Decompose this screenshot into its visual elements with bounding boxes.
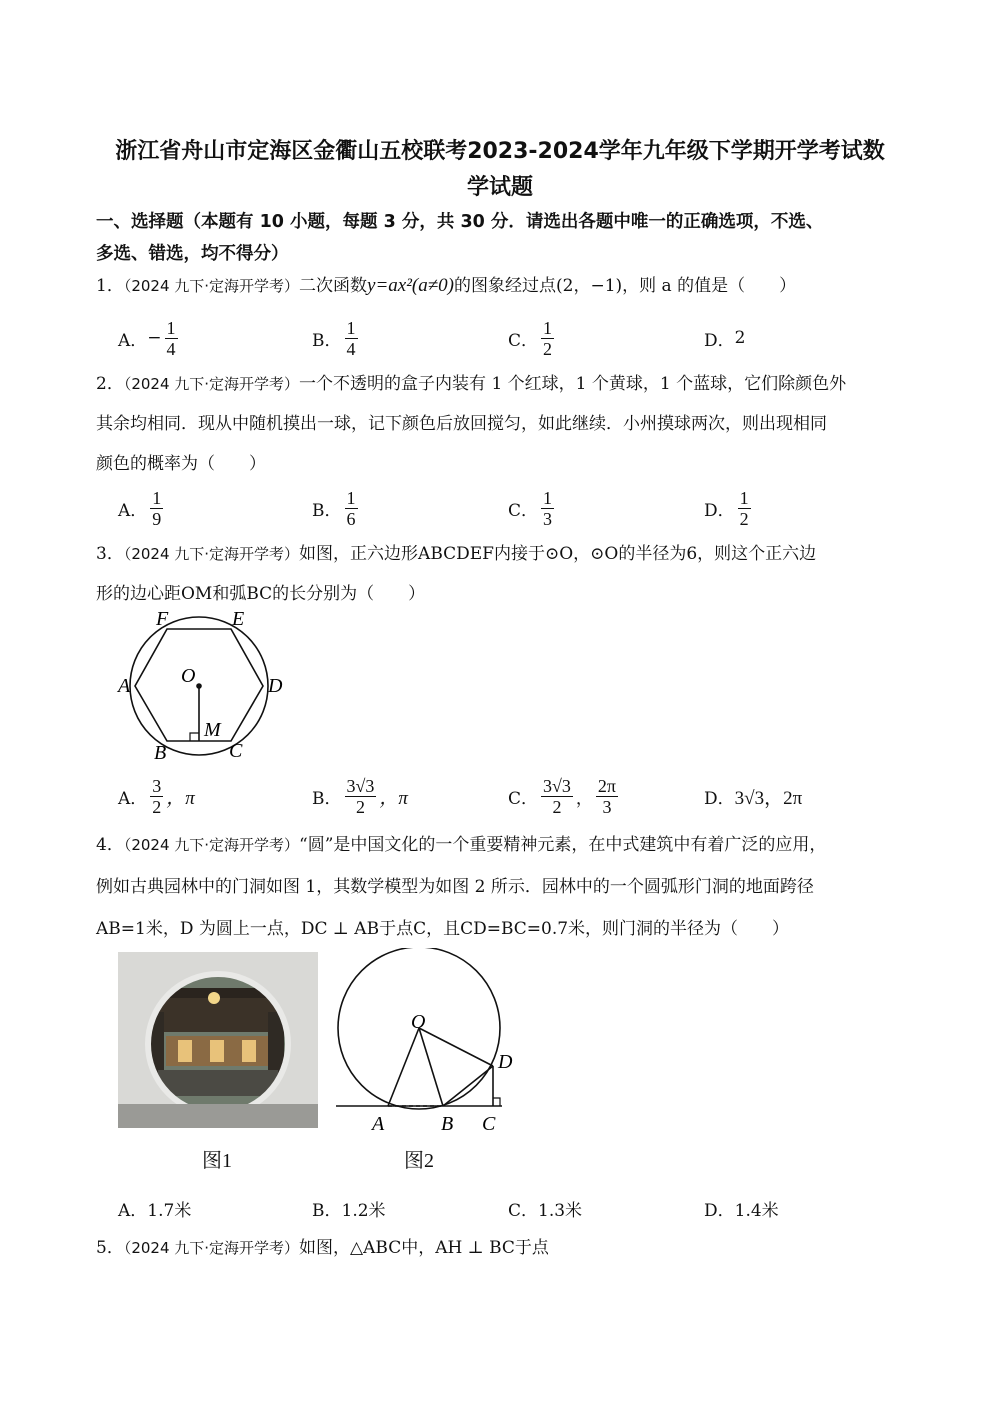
fraction [541, 776, 573, 817]
question-text: 二次函数 [299, 276, 368, 296]
q2-option-b[interactable] [312, 486, 361, 530]
question-text: 一个不透明的盒子内装有 1 个红球，1 个黄球，1 个蓝球，它们除颜色外 [299, 374, 847, 394]
numerator: 3√3 [543, 775, 571, 796]
fraction [541, 488, 554, 529]
label-c: C [482, 1113, 496, 1135]
denominator: 9 [152, 508, 162, 529]
document-title [60, 134, 940, 206]
label-m: M [204, 719, 221, 741]
denominator: 3 [543, 508, 553, 529]
option-value: 1.2米 [341, 1200, 386, 1221]
center-point-o [196, 683, 202, 689]
option-letter: C． [508, 330, 539, 351]
option-value: 1.3米 [538, 1200, 583, 1221]
question-number: 2． [96, 374, 124, 394]
segment-od [419, 1028, 493, 1066]
q3-option-b[interactable] [312, 774, 408, 818]
fraction [345, 488, 358, 529]
numerator: 3√3 [346, 775, 375, 796]
option-letter: D． [704, 330, 735, 351]
question-text: AB=1米，D 为圆上一点，DC ⊥ AB于点C，且CD=BC=0.7米，则门洞的半径为（ ） [96, 919, 790, 939]
option-tail: ，π [166, 787, 195, 809]
option-letter: A． [118, 330, 148, 351]
numerator: 3 [152, 775, 162, 796]
denominator: 2 [543, 338, 553, 359]
fraction [345, 776, 377, 817]
segment-bd [443, 1066, 493, 1106]
numerator: 1 [543, 317, 553, 338]
option-tail: ，π [379, 787, 408, 809]
denominator: 4 [166, 338, 176, 359]
q2-option-c[interactable] [508, 486, 557, 530]
figure-1-caption: 图1 [202, 1150, 232, 1172]
option-letter: D． [704, 1200, 735, 1221]
numerator: 1 [166, 317, 176, 338]
option-letter: C． [508, 500, 539, 521]
denominator: 3 [602, 796, 612, 817]
q2-option-d[interactable] [704, 486, 754, 530]
label-b: B [441, 1113, 454, 1135]
label-a: A [118, 675, 131, 697]
denominator: 6 [346, 508, 356, 529]
numerator: 1 [346, 317, 356, 338]
numerator: 1 [152, 487, 162, 508]
fraction [596, 776, 618, 817]
fraction [345, 318, 358, 359]
label-o: O [411, 1011, 426, 1033]
q4-option-d[interactable] [704, 1186, 779, 1230]
question-4-stem [96, 824, 916, 950]
q3-option-a[interactable] [118, 774, 195, 818]
label-o: O [181, 665, 196, 687]
denominator: 2 [152, 796, 162, 817]
option-value: 3√3，2π [734, 787, 803, 809]
option-letter: B． [312, 500, 342, 521]
question-text: “圆”是中国文化的一个重要精神元素，在中式建筑中有着广泛的应用， [299, 835, 827, 855]
option-value: 2 [734, 328, 746, 348]
label-f: F [156, 608, 169, 630]
label-d: D [498, 1051, 513, 1073]
option-letter: A． [118, 500, 148, 521]
question-3-stem [96, 534, 916, 614]
title-line-2: 学试题 [466, 175, 533, 200]
question-text: 的图象经过点(2，−1)，则 a 的值是（ ） [454, 276, 797, 296]
circle-geometry-figure [330, 948, 530, 1138]
option-letter: D． [704, 500, 735, 521]
denominator: 2 [739, 508, 749, 529]
question-text: 如图，正六边形ABCDEF内接于⊙O，⊙O的半径为6，则这个正六边 [299, 544, 817, 564]
question-text: 如图，△ABC中，AH ⊥ BC于点 [299, 1238, 549, 1258]
section-heading [96, 206, 916, 270]
question-source-tag: （2024 九下·定海开学考） [123, 1239, 300, 1257]
question-source-tag: （2024 九下·定海开学考） [123, 277, 300, 295]
section-line-2: 多选、错选，均不得分） [96, 244, 289, 264]
q3-option-d[interactable] [704, 774, 802, 818]
option-letter: D． [704, 788, 735, 809]
numerator: 1 [346, 487, 356, 508]
question-text: 形的边心距OM和弧BC的长分别为（ ） [96, 584, 426, 604]
segment-oa [388, 1028, 419, 1106]
q1-option-c[interactable] [508, 316, 557, 360]
denominator: 2 [552, 796, 562, 817]
option-letter: A． [118, 788, 148, 809]
q1-option-d[interactable] [704, 316, 745, 360]
question-number: 4． [96, 835, 124, 855]
label-e: E [232, 608, 245, 630]
denominator: 2 [355, 796, 365, 817]
label-c: C [229, 740, 243, 762]
option-letter: B． [312, 330, 342, 351]
numerator: 2π [597, 775, 616, 796]
option-letter: B． [312, 1200, 342, 1221]
question-5-stem [96, 1228, 916, 1268]
question-source-tag: （2024 九下·定海开学考） [123, 545, 300, 563]
right-angle-marker [493, 1098, 500, 1106]
section-line-1: 一、选择题（本题有 10 小题，每题 3 分，共 30 分．请选出各题中唯一的正确选项，不选、 [96, 212, 824, 232]
formula: y=ax²(a≠0) [367, 275, 455, 296]
question-1-stem [96, 266, 916, 306]
fraction [738, 488, 751, 529]
fraction [165, 318, 178, 359]
question-number: 3． [96, 544, 124, 564]
q1-option-a[interactable] [118, 316, 181, 360]
title-line-1: 浙江省舟山市定海区金衢山五校联考2023-2024学年九年级下学期开学考试数 [115, 139, 885, 164]
option-sign: − [147, 328, 162, 348]
label-a: A [372, 1113, 385, 1135]
question-text: 其余均相同．现从中随机摸出一球，记下颜色后放回搅匀，如此继续．小州摸球两次，则出现相同 [96, 414, 827, 434]
option-letter: C． [508, 1200, 539, 1221]
q2-option-a[interactable] [118, 486, 166, 530]
option-value: 1.4米 [734, 1200, 779, 1221]
question-number: 1． [96, 276, 124, 296]
numerator: 1 [543, 487, 553, 508]
question-source-tag: （2024 九下·定海开学考） [123, 375, 300, 393]
q4-option-b[interactable] [312, 1186, 386, 1230]
q4-option-c[interactable] [508, 1186, 582, 1230]
question-text: 颜色的概率为（ ） [96, 454, 266, 474]
question-text: 例如古典园林中的门洞如图 1，其数学模型为如图 2 所示．园林中的一个圆弧形门洞的地面跨径 [96, 877, 814, 897]
question-2-stem [96, 364, 916, 484]
option-letter: C． [508, 788, 539, 809]
fraction [150, 488, 163, 529]
fraction [541, 318, 554, 359]
figure-2-caption: 图2 [404, 1150, 434, 1172]
option-letter: A． [118, 1200, 148, 1221]
option-letter: B． [312, 788, 342, 809]
question-number: 5． [96, 1238, 124, 1258]
q3-option-c[interactable]: C． $\frac{3√3}{2}$ ， $\frac{2\pi}{3}$ [508, 775, 616, 817]
option-value: 1.7米 [147, 1200, 192, 1221]
segment-ob [419, 1028, 443, 1106]
question-source-tag: （2024 九下·定海开学考） [123, 836, 300, 854]
numerator: 1 [739, 487, 749, 508]
hexagon-circle-figure [110, 608, 290, 764]
right-angle-marker [190, 733, 199, 741]
label-b: B [154, 742, 167, 764]
fraction [150, 776, 163, 817]
q4-option-a[interactable] [118, 1186, 191, 1230]
moon-gate-photo [118, 952, 318, 1128]
q1-option-b[interactable] [312, 316, 361, 360]
label-d: D [268, 675, 283, 697]
denominator: 4 [346, 338, 356, 359]
